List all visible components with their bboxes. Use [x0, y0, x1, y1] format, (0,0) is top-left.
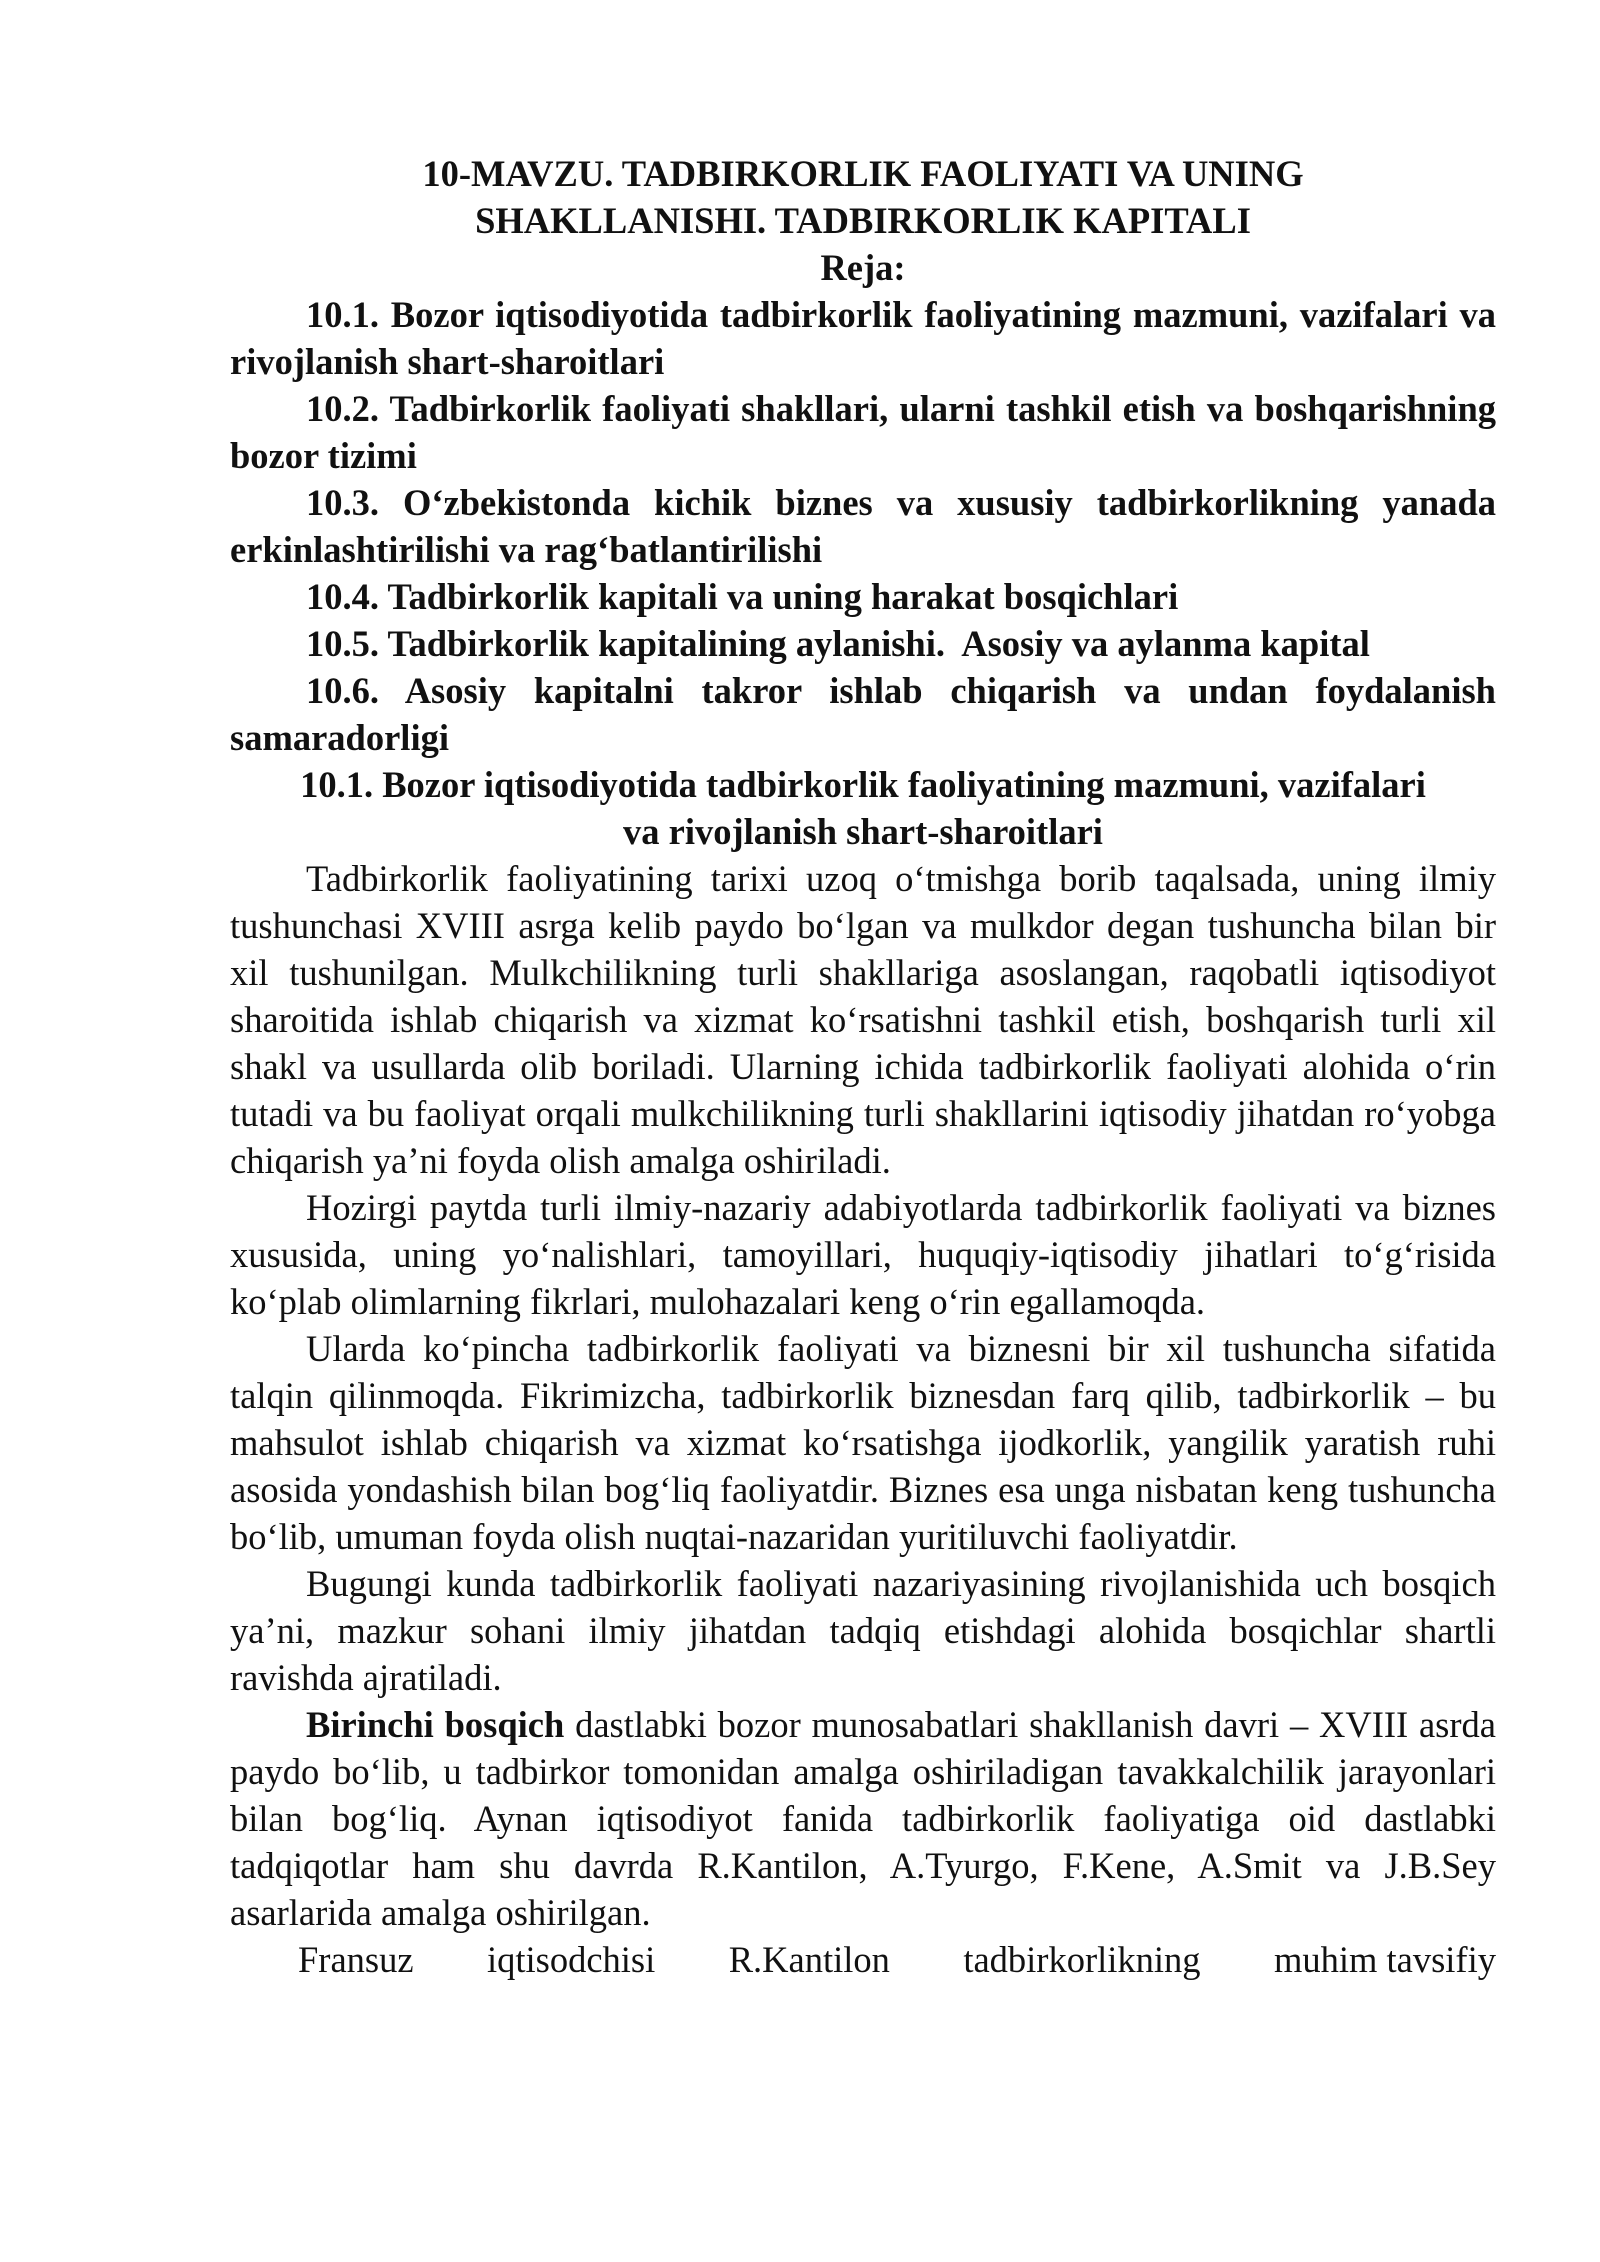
- plan-item-5: 10.5. Tadbirkorlik kapitalining aylanishi. Asosiy va aylanma kapital: [306, 623, 1370, 664]
- section-heading-line1: 10.1. Bozor iqtisodiyotida tadbirkorlik faoliyatining mazmuni, vazifalari: [300, 764, 1426, 805]
- chapter-title-line1: 10-MAVZU. TADBIRKORLIK FAOLIYATI VA UNING: [422, 153, 1304, 194]
- plan-item-6: 10.6. Asosiy kapitalni takror ishlab chiqarish va undan foydalanish samaradorligi: [230, 670, 1496, 758]
- plan-item-1: 10.1. Bozor iqtisodiyotida tadbirkorlik faoliyatining mazmuni, vazifalari va rivojlanish shart-sharoitlari: [230, 294, 1496, 382]
- paragraph-5-text: dastlabki bozor munosabatlari shakllanish davri – XVIII asrda paydo bo‘lib, u tadbirkor tomonidan amalga oshiriladigan tavakkalchilik jarayonlari bilan bog‘liq. Aynan iqtisodiyot fanida tadbirkorlik faoliyatiga oid dastlabki tadqiqotlar ham shu davrda R.Kantilon, A.Tyurgo, F.Kene, A.Smit va J.B.Sey asarlarida amalga oshirilgan.: [230, 1704, 1496, 1933]
- plan-item-4: 10.4. Tadbirkorlik kapitali va uning harakat bosqichlari: [306, 576, 1179, 617]
- chapter-title-line2: SHAKLLANISHI. TADBIRKORLIK KAPITALI: [475, 200, 1251, 241]
- paragraph-3: Ularda ko‘pincha tadbirkorlik faoliyati va biznesni bir xil tushuncha sifatida talqin qilinmoqda. Fikrimizcha, tadbirkorlik biznesdan farq qilib, tadbirkorlik – bu mahsulot ishlab chiqarish va xizmat ko‘rsatishga ijodkorlik, yangilik yaratish ruhi asosida yondashish bilan bog‘liq faoliyatdir. Biznes esa unga nisbatan keng tushuncha bo‘lib, umuman foyda olish nuqtai-nazaridan yuritiluvchi faoliyatdir.: [230, 1328, 1496, 1557]
- plan-item-3: 10.3. O‘zbekistonda kichik biznes va xususiy tadbirkorlikning yanada erkinlashtirilishi va rag‘batlantirilishi: [230, 482, 1496, 570]
- paragraph-1: Tadbirkorlik faoliyatining tarixi uzoq o‘tmishga borib taqalsada, uning ilmiy tushunchasi XVIII asrga kelib paydo bo‘lgan va mulkdor degan tushuncha bilan bir xil tushunilgan. Mulkchilikning turli shakllariga asoslangan, raqobatli iqtisodiyot sharoitida ishlab chiqarish va xizmat ko‘rsatishni tashkil etish, boshqarish turli xil shakl va usullarda olib boriladi. Ularning ichida tadbirkorlik faoliyati alohida o‘rin tutadi va bu faoliyat orqali mulkchilikning turli shakllarini iqtisodiy jihatdan ro‘yobga chiqarish ya’ni foyda olish amalga oshiriladi.: [230, 858, 1496, 1181]
- document-page: [230, 150, 1496, 1983]
- plan-item-2: 10.2. Tadbirkorlik faoliyati shakllari, ularni tashkil etish va boshqarishning bozor tizimi: [230, 388, 1496, 476]
- last-line-word-3: R.Kantilon: [728, 1939, 890, 1980]
- paragraph-2: Hozirgi paytda turli ilmiy-nazariy adabiyotlarda tadbirkorlik faoliyati va biznes xususida, uning yo‘nalishlari, tamoyillari, huquqiy-iqtisodiy jihatlari to‘g‘risida ko‘plab olimlarning fikrlari, mulohazalari keng o‘rin egallamoqda.: [230, 1187, 1496, 1322]
- chapter-title: [230, 150, 1496, 291]
- birinchi-bosqich-bold: Birinchi bosqich: [306, 1704, 565, 1745]
- last-line-word-2: iqtisodchisi: [486, 1939, 656, 1980]
- plan-heading: Reja:: [820, 247, 906, 288]
- last-line: [230, 1936, 1496, 1983]
- last-line-word-5: muhim tavsifiy: [1273, 1939, 1496, 1980]
- last-line-word-1: Fransuz: [298, 1939, 414, 1980]
- paragraph-5: [230, 1701, 1496, 1936]
- section-heading-line2: va rivojlanish shart-sharoitlari: [623, 811, 1103, 852]
- last-line-word-4: tadbirkorlikning: [963, 1939, 1201, 1980]
- section-heading: [230, 761, 1496, 855]
- paragraph-4: Bugungi kunda tadbirkorlik faoliyati nazariyasining rivojlanishida uch bosqich ya’ni, mazkur sohani ilmiy jihatdan tadqiq etishdagi alohida bosqichlar shartli ravishda ajratiladi.: [230, 1563, 1496, 1698]
